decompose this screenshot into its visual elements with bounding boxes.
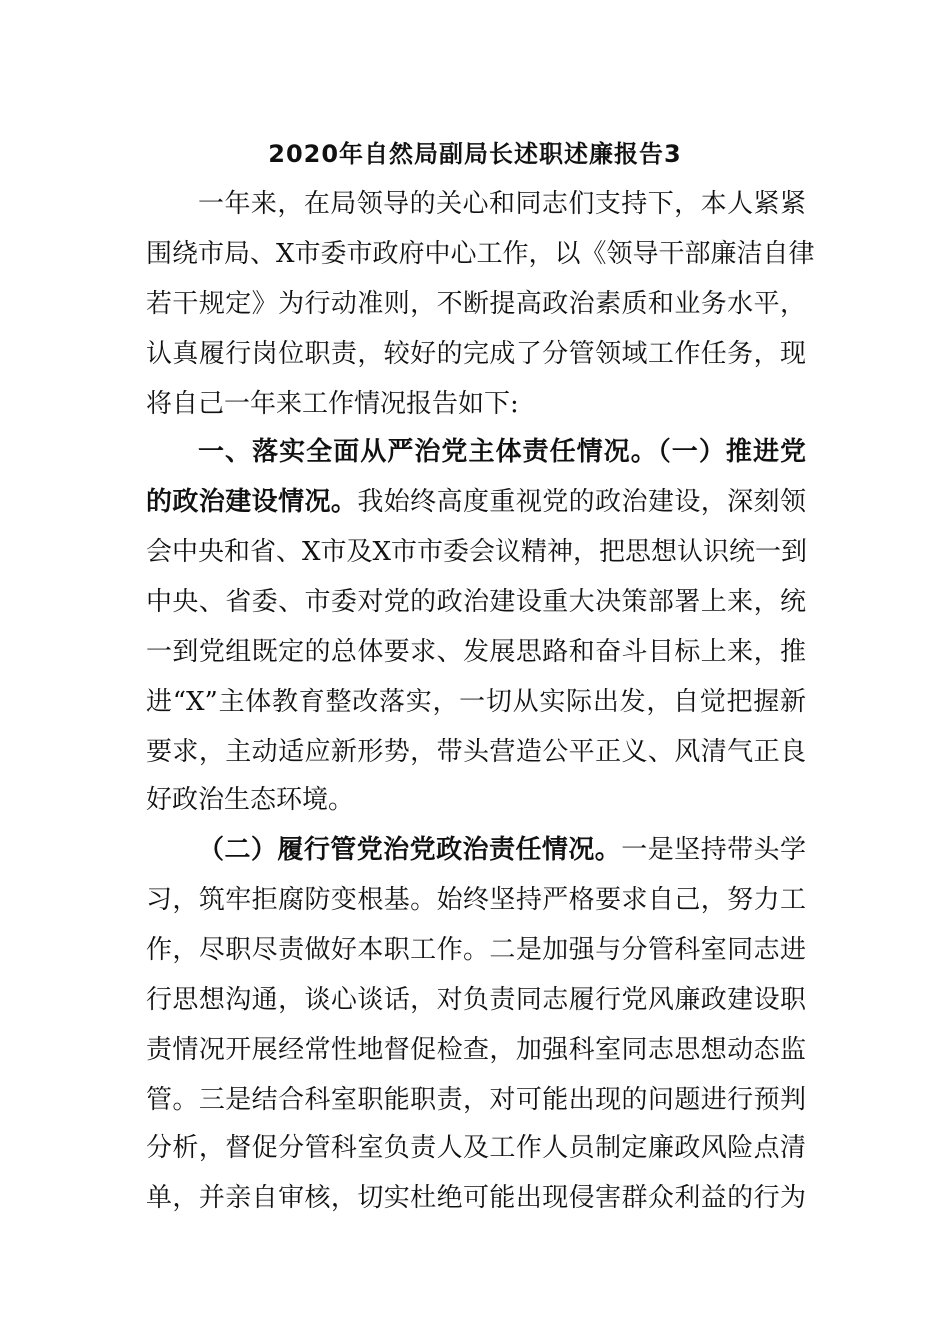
paragraph-line: 习，筑牢拒腐防变根基。始终坚持严格要求自己，努力工 (146, 885, 806, 915)
paragraph-line: 单，并亲自审核，切实杜绝可能出现侵害群众利益的行为 (146, 1183, 806, 1213)
paragraph-line (146, 482, 806, 522)
paragraph-line: 认真履行岗位职责，较好的完成了分管领域工作任务，现 (146, 339, 806, 369)
paragraph-text: 我始终高度重视党的政治建设，深刻领 (357, 487, 806, 517)
paragraph-line: 若干规定》为行动准则，不断提高政治素质和业务水平， (146, 289, 806, 319)
paragraph-line: 要求，主动适应新形势，带头营造公平正义、风清气正良 (146, 737, 806, 767)
section-heading: 一、落实全面从严治党主体责任情况。（一）推进党 (198, 437, 806, 467)
paragraph-line: 责情况开展经常性地督促检查，加强科室同志思想动态监 (146, 1035, 806, 1065)
paragraph-line: 会中央和省、X市及X市市委会议精神，把思想认识统一到 (146, 537, 808, 567)
paragraph-line: 管。三是结合科室职能职责，对可能出现的问题进行预判 (146, 1085, 806, 1115)
document-title: 2020年自然局副局长述职述廉报告3 (268, 140, 682, 168)
paragraph-line: 一到党组既定的总体要求、发展思路和奋斗目标上来，推 (146, 637, 806, 667)
paragraph-line: 进“X”主体教育整改落实，一切从实际出发，自觉把握新 (146, 687, 806, 717)
paragraph-line: 一年来，在局领导的关心和同志们支持下，本人紧紧 (198, 189, 806, 219)
subsection-heading: 的政治建设情况。 (146, 487, 358, 517)
subsection-heading: （二）履行管党治党政治责任情况。 (198, 835, 622, 865)
paragraph-line: 围绕市局、X市委市政府中心工作，以《领导干部廉洁自律 (146, 239, 815, 269)
paragraph-line: 行思想沟通，谈心谈话，对负责同志履行党风廉政建设职 (146, 985, 806, 1015)
paragraph-line: 好政治生态环境。 (146, 785, 355, 815)
paragraph-line: 中央、省委、市委对党的政治建设重大决策部署上来，统 (146, 587, 806, 617)
paragraph-line: 作，尽职尽责做好本职工作。二是加强与分管科室同志进 (146, 935, 806, 965)
paragraph-line (198, 830, 806, 870)
paragraph-line: 分析，督促分管科室负责人及工作人员制定廉政风险点清 (146, 1133, 806, 1163)
paragraph-text: 一是坚持带头学 (621, 835, 806, 865)
paragraph-line: 将自己一年来工作情况报告如下: (146, 389, 519, 419)
